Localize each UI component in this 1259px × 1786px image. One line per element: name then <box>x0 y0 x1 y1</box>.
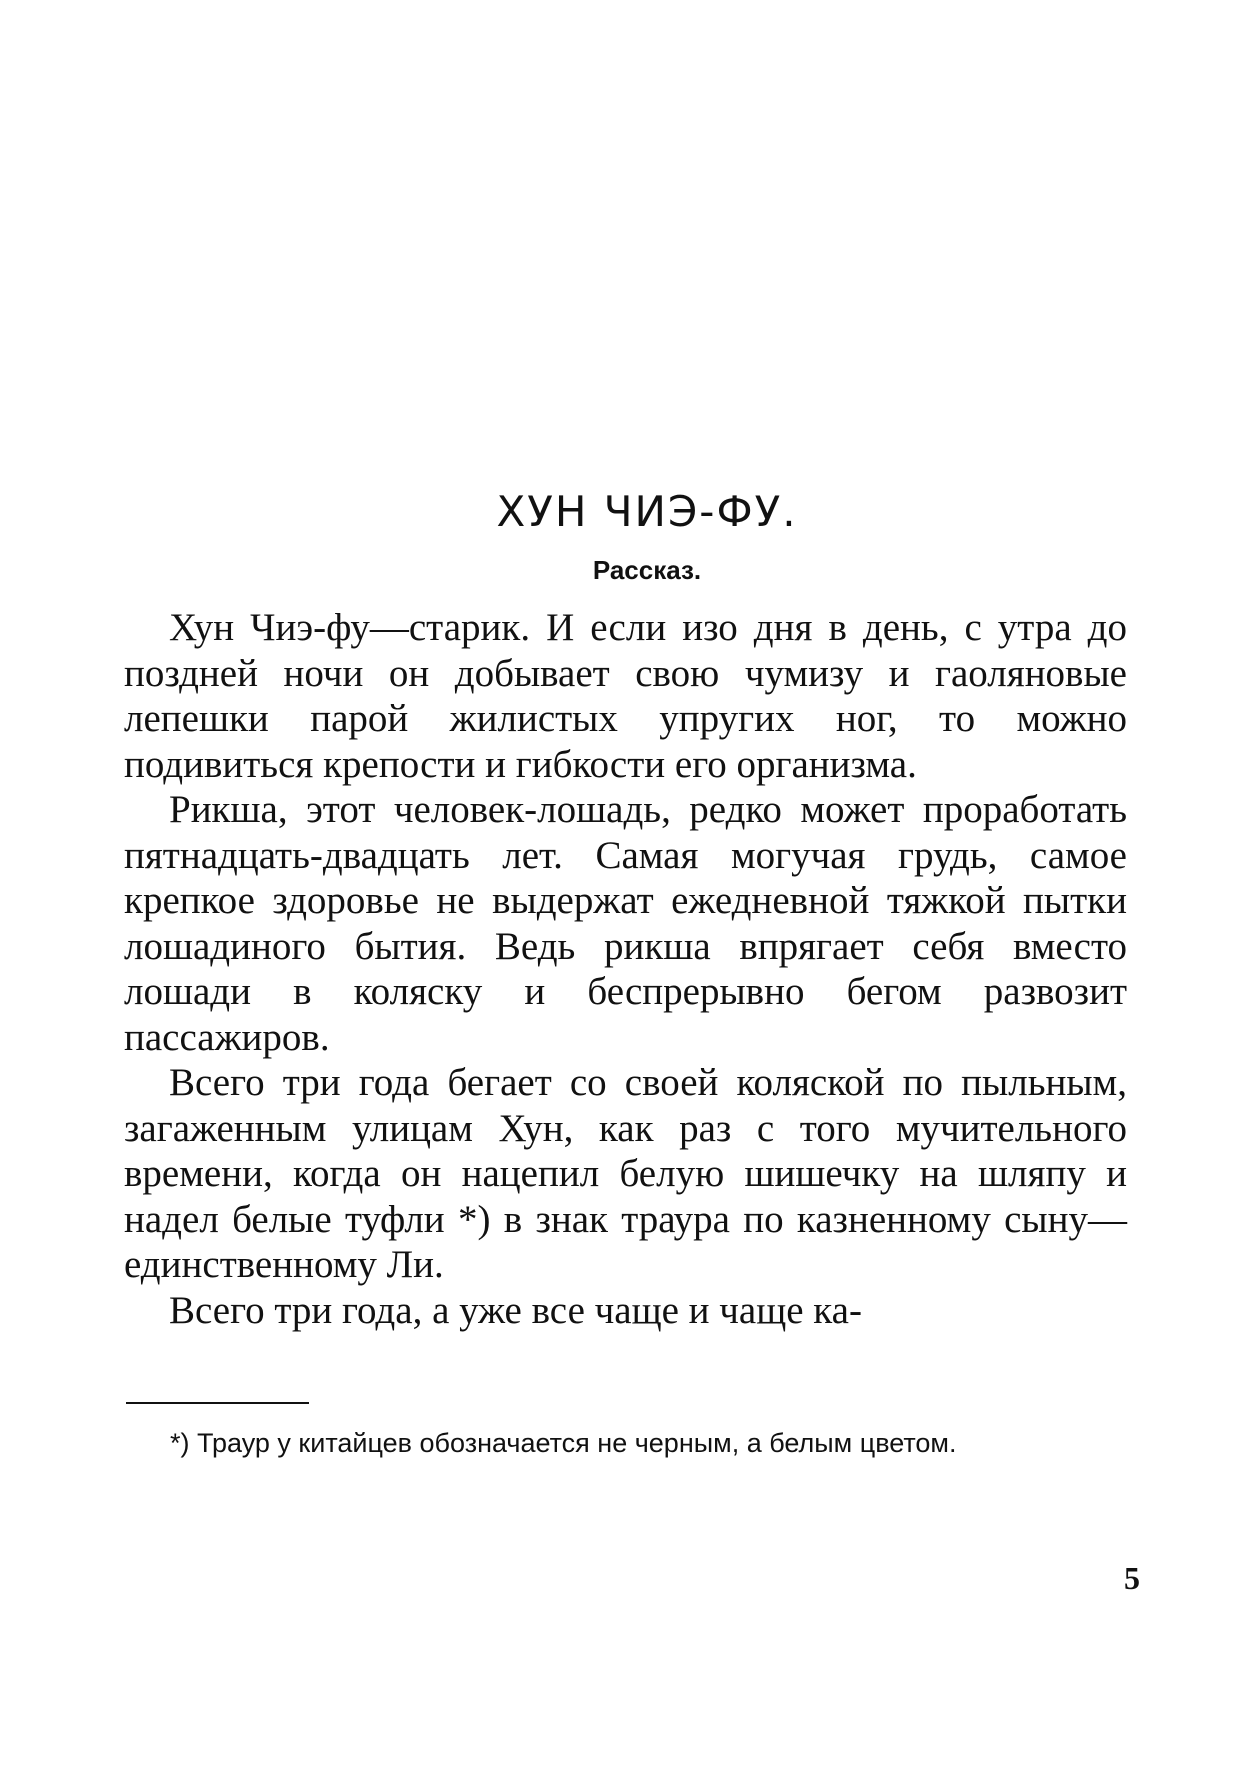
page-number: 5 <box>1124 1560 1140 1596</box>
paragraph: Всего три года бегает со своей коляской по пыльным, загаженным улицам Хун, как раз с того мучительного времени, когда он нацепил белую шишечку на шляпу и надел белые туфли *) в знак траура по казненному сыну—единственному Ли. <box>124 1061 1127 1286</box>
footnote: *) Траур у китайцев обозначается не черным, а белым цветом. <box>170 1428 957 1458</box>
paragraph: Рикша, этот человек-лошадь, редко может проработать пятнадцать-двадцать лет. Самая могучая грудь, самое крепкое здоровье не выдержат ежедневной тяжкой пытки лошадиного бытия. Ведь рикша впрягает себя вместо лошади в коляску и беспрерывно бегом развозит пассажиров. <box>124 788 1127 1059</box>
paragraph: Всего три года, а уже все чаще и чаще ка- <box>169 1288 862 1332</box>
story-title: ХУН ЧИЭ-ФУ. <box>496 487 798 536</box>
story-subtitle: Рассказ. <box>592 555 702 585</box>
paragraph: Хун Чиэ-фу—старик. И если изо дня в день, с утра до поздней ночи он добывает свою чумизу и гаоляновые лепешки парой жилистых упругих ног, то можно подивиться крепости и гибкости его организма. <box>124 606 1127 786</box>
footnote-divider <box>126 1402 309 1404</box>
story-body <box>124 605 1127 1333</box>
